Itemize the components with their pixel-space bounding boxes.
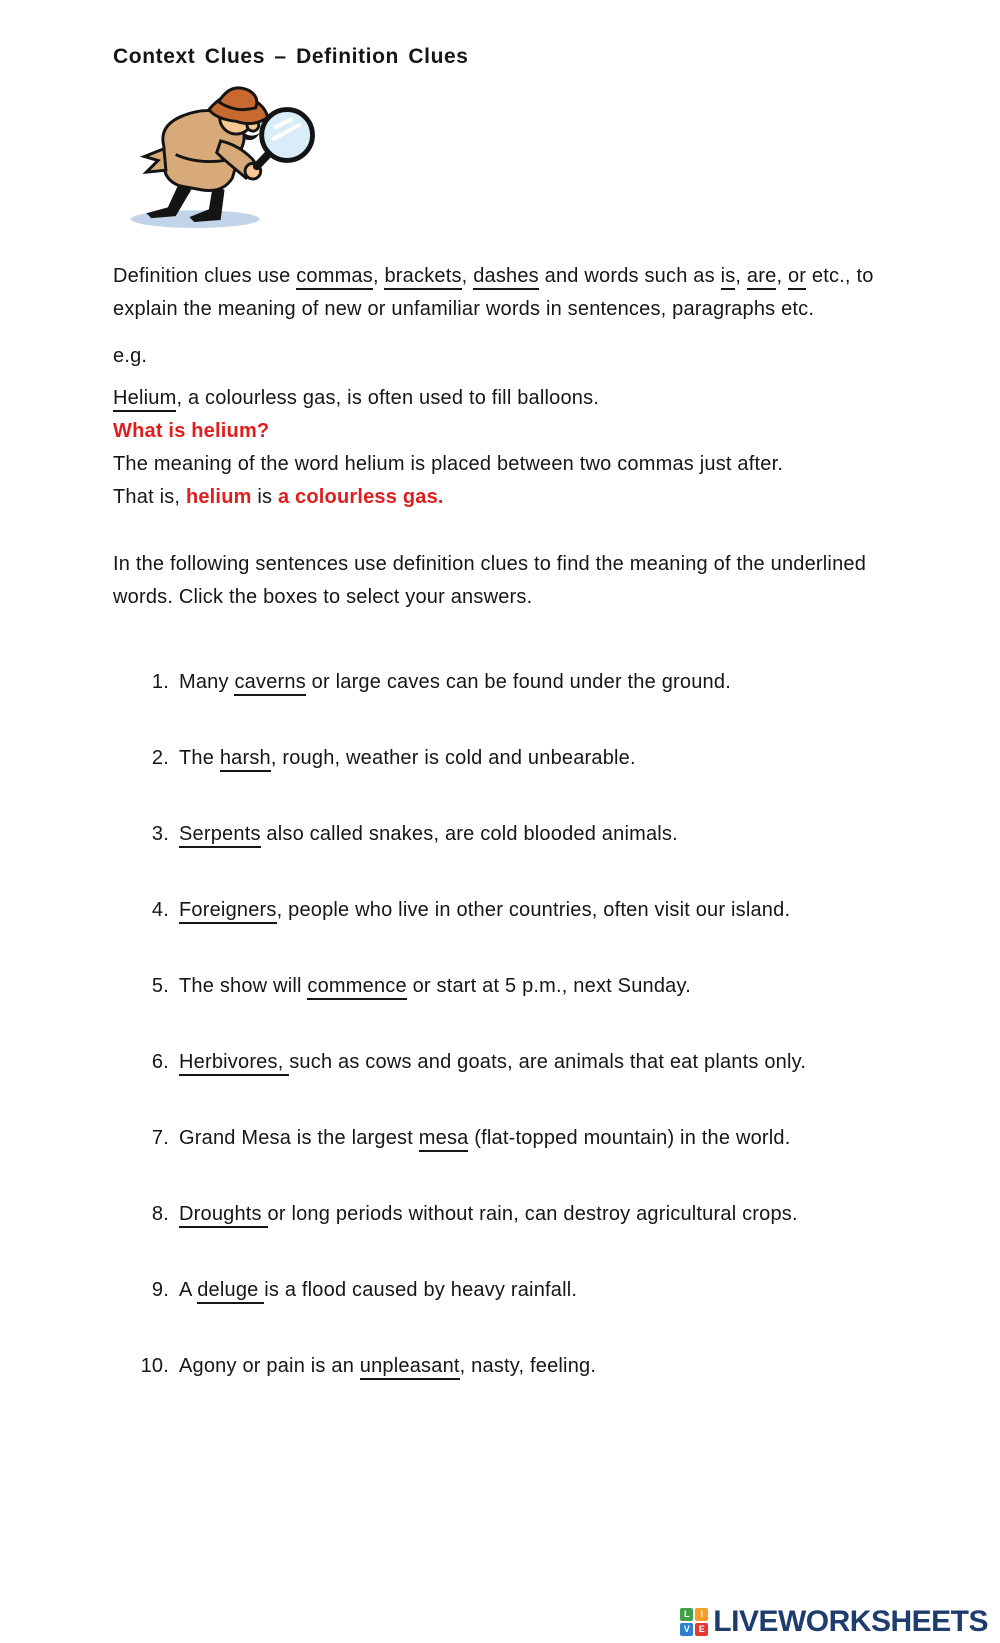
page-title: Context Clues – Definition Clues [113,45,469,68]
text-segment: helium [185,486,252,508]
text-segment: , [372,265,385,287]
sentence-post-text: or long periods without rain, can destroy agricultural crops. [267,1203,798,1225]
worksheet-item [133,1198,915,1231]
answer-word[interactable]: Droughts [179,1203,268,1228]
sentence-post-text: or large caves can be found under the ground. [305,671,731,693]
answer-word[interactable]: Foreigners [179,899,277,924]
example-explanation: The meaning of the word helium is placed between two commas just after. [113,453,784,475]
liveworksheets-logo-icon [680,1608,708,1636]
item-sentence [179,1350,915,1383]
sentence-post-text: such as cows and goats, are animals that eat plants only. [289,1051,807,1073]
sentence-post-text: is a flood caused by heavy rainfall. [264,1279,578,1301]
worksheet-item [133,666,915,699]
item-number: 2. [151,747,169,769]
sentence-pre-text: The show will [179,975,308,997]
item-number: 7. [151,1127,169,1149]
example-block [113,382,903,514]
eg-label: e.g. [113,345,148,367]
logo-letter-square: E [695,1623,708,1636]
worksheet-item [133,1274,915,1307]
item-number: 4. [151,899,169,921]
sentence-pre-text: Many [179,671,235,693]
text-segment: etc., to explain the meaning of new or unfamiliar words in sentences, paragraphs etc. [113,265,874,320]
text-segment: Definition clues use [113,265,297,287]
worksheet-item [133,818,915,851]
item-sentence [179,1122,915,1155]
sentence-pre-text: The [179,747,220,769]
answer-word[interactable]: Serpents [179,823,261,848]
sentence-pre-text: Agony or pain is an [179,1355,360,1377]
item-number: 6. [151,1051,169,1073]
logo-letter-square: L [680,1608,693,1621]
item-number: 3. [151,823,169,845]
item-sentence [179,1198,915,1231]
answer-word[interactable]: commence [307,975,406,1000]
answer-word[interactable]: caverns [234,671,305,696]
text-segment: and words such as [538,265,721,287]
text-segment: a colourless gas. [277,486,444,508]
item-number: 1. [151,671,169,693]
item-sentence [179,970,915,1003]
text-segment: is [251,486,278,508]
sentence-post-text: (flat-topped mountain) in the world. [468,1127,791,1149]
answer-word[interactable]: harsh [220,747,271,772]
sentence-post-text: , nasty, feeling. [459,1355,597,1377]
worksheet-item [133,1046,915,1079]
text-segment: , [776,265,788,287]
detective-icon [119,84,334,231]
worksheet-item [133,970,915,1003]
text-segment: That is, [113,486,186,508]
sentence-pre-text: Grand Mesa is the largest [179,1127,419,1149]
item-sentence [179,1274,915,1307]
sentence-pre-text: A [179,1279,198,1301]
answer-word[interactable]: mesa [419,1127,469,1152]
item-sentence [179,818,915,851]
sentence-post-text: , rough, weather is cold and unbearable. [270,747,636,769]
item-sentence [179,666,915,699]
item-number: 5. [151,975,169,997]
logo-letter-square: I [695,1608,708,1621]
sentence-post-text: also called snakes, are cold blooded animals. [260,823,678,845]
text-segment: or [788,265,806,290]
logo-letter-square: V [680,1623,693,1636]
answer-word[interactable]: unpleasant [360,1355,460,1380]
item-number: 8. [151,1203,169,1225]
worksheet-item [133,1350,915,1383]
detective-magnifier-illustration [119,84,915,242]
text-segment: , a colourless gas, is often used to fill balloons. [176,387,600,409]
example-answer [113,481,903,514]
worksheet-item [133,742,915,775]
answer-word[interactable]: deluge [197,1279,264,1304]
sentence-post-text: or start at 5 p.m., next Sunday. [406,975,691,997]
item-number: 10. [140,1355,169,1377]
worksheet-item [133,894,915,927]
answer-word[interactable]: Herbivores, [179,1051,289,1076]
liveworksheets-logo[interactable] [680,1606,988,1638]
item-sentence [179,742,915,775]
item-sentence [179,894,915,927]
text-segment: dashes [473,265,539,290]
item-sentence [179,1046,915,1079]
example-sentence [113,382,903,415]
sentence-post-text: , people who live in other countries, often visit our island. [276,899,791,921]
text-segment: are [747,265,777,290]
footer [680,1606,988,1638]
text-segment: , [735,265,747,287]
worksheet-items-list [133,666,915,1383]
text-segment: is [721,265,736,290]
worksheet-item [133,1122,915,1155]
liveworksheets-logo-text: LIVEWORKSHEETS [713,1605,988,1638]
text-segment: brackets [384,265,461,290]
text-segment: Helium [113,387,176,412]
example-question: What is helium? [113,420,270,442]
intro-paragraph [113,260,903,326]
text-segment: , [461,265,474,287]
text-segment: commas [296,265,373,290]
item-number: 9. [151,1279,169,1301]
instructions-paragraph: In the following sentences use definition clues to find the meaning of the underlined words. Click the boxes to select your answers. [113,553,867,608]
